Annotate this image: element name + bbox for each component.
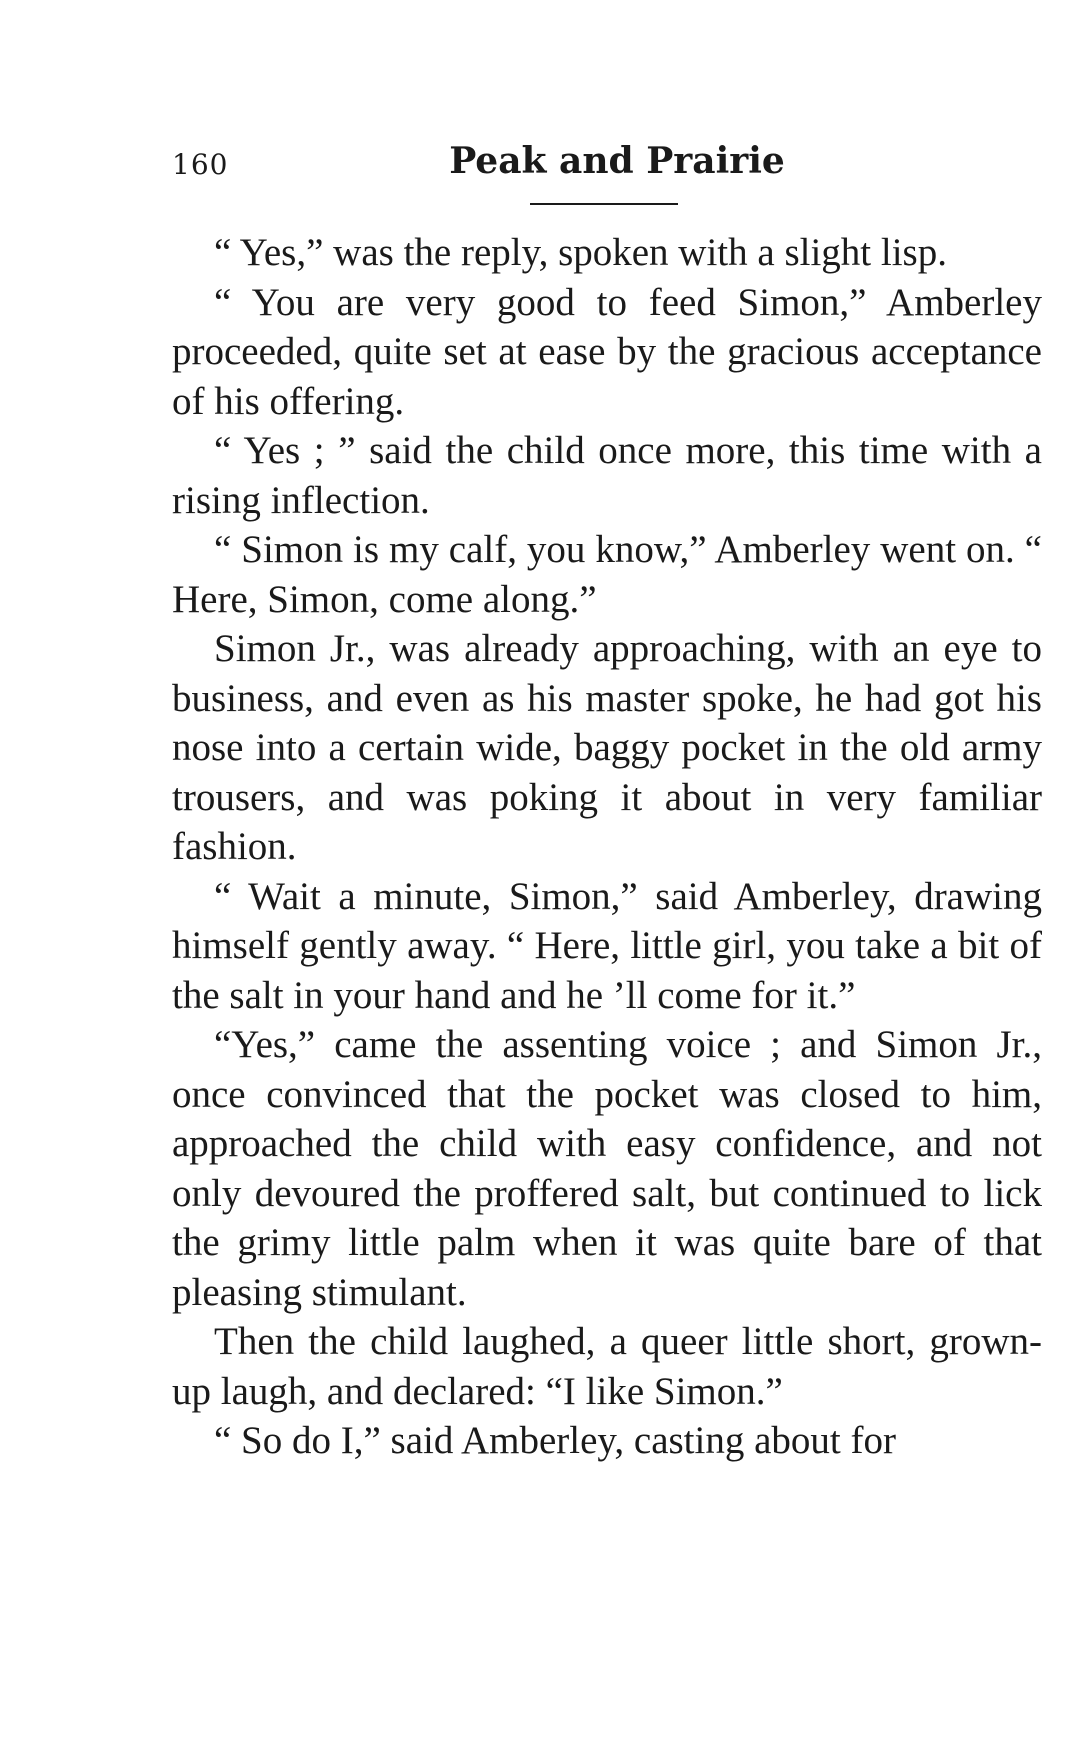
paragraph: Then the child laughed, a queer little short, grown-up laugh, and declared: “I like Simon.” [172, 1320, 1042, 1413]
body-text [172, 228, 1042, 1466]
running-title: Peak and Prairie [449, 140, 785, 182]
page-header [172, 140, 1042, 200]
paragraph: “Yes,” came the assenting voice ; and Simon Jr., once convinced that the pocket was closed to him, approached the child with easy confidence, and not only devoured the proffered salt, but continued to lick the grimy little palm when it was quite bare of that pleasing stimulant. [172, 1023, 1042, 1314]
paragraph: “ You are very good to feed Simon,” Amberley proceeded, quite set at ease by the gracious acceptance of his offering. [172, 280, 1042, 423]
paragraph: “ So do I,” said Amberley, casting about for [214, 1419, 896, 1462]
paragraph: “ Yes ; ” said the child once more, this time with a rising inflection. [172, 429, 1042, 522]
page-number: 160 [172, 148, 229, 181]
paragraph: “ Wait a minute, Simon,” said Amberley, drawing himself gently away. “ Here, little girl, you take a bit of the salt in your hand and he ’ll come for it.” [172, 874, 1042, 1017]
paragraph: “ Yes,” was the reply, spoken with a slight lisp. [214, 231, 947, 274]
paragraph: “ Simon is my calf, you know,” Amberley went on. “ Here, Simon, come along.” [172, 528, 1042, 621]
header-rule [530, 203, 678, 205]
paragraph: Simon Jr., was already approaching, with an eye to business, and even as his master spoke, he had got his nose into a certain wide, baggy pocket in the old army trousers, and was poking it about in very familiar fashion. [172, 627, 1042, 868]
